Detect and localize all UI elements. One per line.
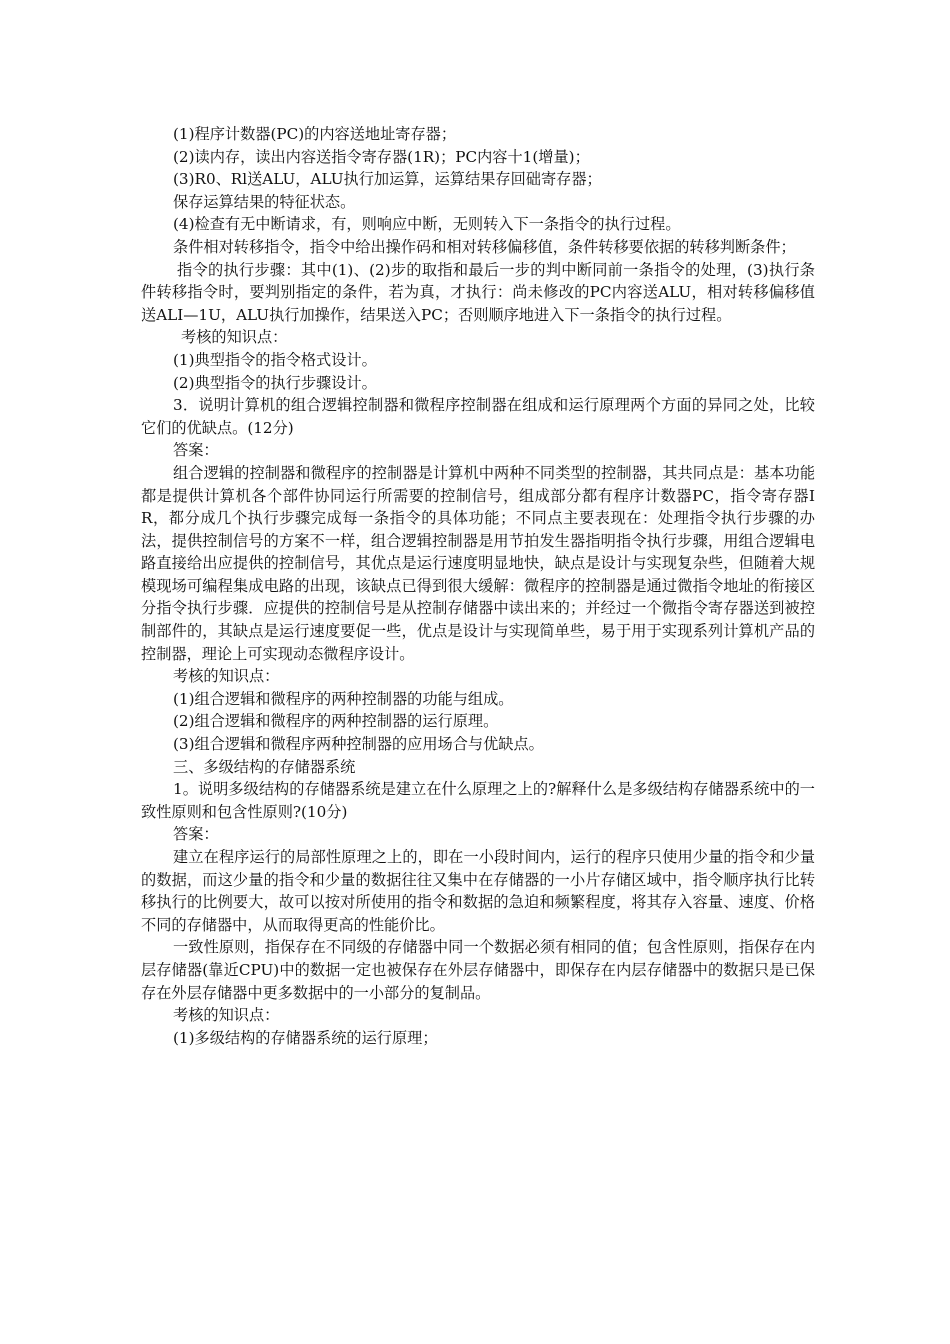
knowledge-point-3: (3)组合逻辑和微程序两种控制器的应用场合与优缺点。 — [173, 735, 544, 754]
answer-label: 答案： — [173, 441, 219, 460]
knowledge-points-heading: 考核的知识点： — [173, 667, 280, 686]
knowledge-point-1: (1)多级结构的存储器系统的运行原理； — [173, 1028, 438, 1047]
answer-1-paragraph: 建立在程序运行的局部性原理之上的，即在一小段时间内，运行的程序只使用少量的指令和少量的数据，而这少量的指令和少量的数据往往又集中在存储器的一小片存储区域中，指令顺序执行比转移执行的比例要大，故可以按对所使用的指令和数据的急迫和频繁程度，将其存入容量、速度、价格不同的存储器中，从而取得更高的性能价比。 — [141, 848, 815, 934]
step-3-continued-paragraph: 保存运算结果的特征状态。 — [173, 192, 356, 211]
document-body — [141, 123, 815, 1049]
question-1-paragraph: 1。说明多级结构的存储器系统是建立在什么原理之上的?解释什么是多级结构存储器系统中的一致性原则和包含性原则?(10分) — [141, 780, 815, 821]
question-3-paragraph: 3．说明计算机的组合逻辑控制器和微程序控制器在组成和运行原理两个方面的异同之处，比较它们的优缺点。(12分) — [141, 396, 815, 437]
knowledge-point-1: (1)组合逻辑和微程序的两种控制器的功能与组成。 — [173, 689, 514, 708]
section-heading: 三、多级结构的存储器系统 — [173, 757, 356, 776]
knowledge-points-heading: 考核的知识点： — [173, 1006, 280, 1025]
knowledge-point-2: (2)典型指令的执行步骤设计。 — [173, 373, 377, 392]
execution-steps-paragraph: 指令的执行步骤：其中(1)、(2)步的取指和最后一步的判中断同前一条指令的处理，(3)执行条件转移指令时，要判别指定的条件，若为真，才执行：尚未修改的PC内容送ALU，相对转移偏移值送ALI—1U，ALU执行加操作，结果送入PC；否则顺序地进入下一条指令的执行过程。 — [141, 260, 815, 324]
answer-3-paragraph: 组合逻辑的控制器和微程序的控制器是计算机中两种不同类型的控制器，其共同点是：基本功能都是提供计算机各个部件协同运行所需要的控制信号，组成部分都有程序计数器PC，指令寄存器IR，都分成几个执行步骤完成每一条指令的具体功能；不同点主要表现在：处理指令执行步骤的办法，提供控制信号的方案不一样，组合逻辑控制器是用节拍发生器指明指令执行步骤，用组合逻辑电路直接给出应提供的控制信号，其优点是运行速度明显地快，缺点是设计与实现复杂些，但随着大规模现场可编程集成电路的出现，该缺点已得到很大缓解：微程序的控制器是通过微指令地址的衔接区分指令执行步骤．应提供的控制信号是从控制存储器中读出来的；并经过一个微指令寄存器送到被控制部件的，其缺点是运行速度要促一些，优点是设计与实现简单些，易于用于实现系列计算机产品的控制器，理论上可实现动态微程序设计。 — [141, 463, 815, 663]
step-3-paragraph: (3)R0、Rl送ALU，ALU执行加运算，运算结果存回础寄存器； — [173, 170, 602, 189]
knowledge-point-1: (1)典型指令的指令格式设计。 — [173, 350, 377, 369]
answer-label: 答案： — [173, 825, 219, 844]
step-2-paragraph: (2)读内存，读出内容送指令寄存器(1R)；PC内容十1(增量)； — [173, 147, 590, 166]
knowledge-points-heading: 考核的知识点： — [181, 328, 288, 347]
step-4-paragraph: (4)检查有无中断请求，有，则响应中断，无则转入下一条指令的执行过程。 — [173, 215, 681, 234]
knowledge-point-2: (2)组合逻辑和微程序的两种控制器的运行原理。 — [173, 712, 499, 731]
step-1-paragraph: (1)程序计数器(PC)的内容送地址寄存器； — [173, 125, 457, 143]
consistency-principle-paragraph: 一致性原则，指保存在不同级的存储器中同一个数据必须有相同的值；包含性原则，指保存在内层存储器(靠近CPU)中的数据一定也被保存在外层存储器中，即保存在内层存储器中的数据只是已保存在外层存储器中更多数据中的一小部分的复制品。 — [141, 938, 815, 1002]
conditional-jump-paragraph: 条件相对转移指令，指令中给出操作码和相对转移偏移值，条件转移要依据的转移判断条件； — [173, 237, 796, 256]
